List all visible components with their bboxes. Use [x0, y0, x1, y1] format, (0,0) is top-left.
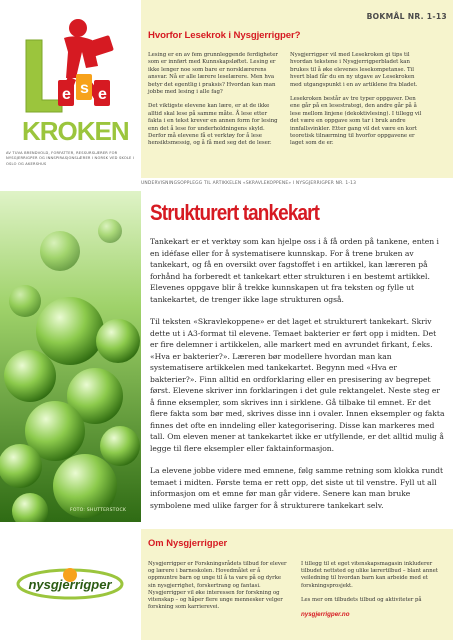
logo-letter-e2: e: [98, 86, 107, 103]
bacteria-image: [0, 191, 141, 522]
breadcrumb: UNDERVISNINGSOPPLEGG TIL ARTIKKELEN «SKRAVLEKOPPENE» I NYSGJERRIGPER NR. 1-13: [141, 181, 357, 186]
article-body: [150, 236, 446, 522]
about-paragraph: Nysgjerrigper er Forskningsrådets tilbud for elever og lærere i barneskolen. Hovedmålet er å oppmuntre barn og unge til å ta vare på og dyrke sin nysgjerrighet, forskertrang og fantasi. Nysgjerrigper vil øke interessen for forskning og vitenskap – og håper flere unge mennesker velger forskning som karrierevei.: [148, 561, 287, 611]
nysgjerrigper-link[interactable]: nysgjerrigper.no: [301, 611, 350, 619]
intro-paragraph: Lesekroken består av tre typer oppgaver. Den ene går på en lesestrategi, den andre går på å lese mellom linjene (dekoktivlesing). I tillegg vil det være en oppgave som tar i bruk andre innfallsvinkler. Etter gang vil det være en kort teoretisk tilnærming til hvorfor oppgavene er laget som de er.: [290, 96, 422, 147]
intro-paragraph: Lesing er en av fem grunnleggende ferdigheter som er innført med Kunnskapsløftet. Lesing er ikke lenger noe som bare er norsklærerens ansvar. Nå er alle lærere leselærere. Men hva betyr det egentlig i praksis? Hvordan kan man jobbe med lesing i alle fag?: [148, 52, 278, 96]
edition-label: BOKMÅL NR. 1-13: [366, 12, 447, 21]
article-paragraph: Tankekart er et verktøy som kan hjelpe oss i å få orden på tankene, enten i en idéfase eller for å systematisere kunnskap. For å trene bruken av tankekart, og få en oversikt over fagstoffet i en artikkel, kan læreren på forhånd ha forberedt et tankekart etter strukturen i en bestemt artikkel. Elevenes oppgave blir å trekke kunnskapen ut fra teksten og fylle ut tankekartet, de trenger ikke lage strukturen også.: [150, 237, 439, 304]
about-left-column: [148, 561, 288, 618]
intro-paragraph: Nysgjerrigper vil med Lesekroken gi tips til hvordan tekstene i Nysgjerrigperbladet kan brukes til å øke elevenes lesekompetanse. Til hvert blad får du en ny utgave av Lesekroken med utgangspunkt i en av artiklene fra bladet.: [290, 52, 418, 88]
lesekroken-logo-area: [0, 0, 141, 178]
nysgjerrigper-logo-text: nysgjerrigper: [28, 577, 112, 592]
intro-panel: [141, 0, 453, 178]
article-paragraph: Til teksten «Skravlekoppene» er det laget et strukturert tankekart. Skriv dette ut i A3-format til elevene. Temaet bakterier er ført opp i midten. Det er fire delemner i artikkelen, alle markert med en avrundet firkant, f.eks. «Hva er bakterier?». Læreren bør modellere hvordan man kan systematisere artikkelen med tankekartet. Begynn med «Hva er bakterier?». Finn alltid en ordforklaring eller en presisering av begrepet først. Elevene skriver inn forklaringen i det gule rektangelet. Neste steg er å finne eksempler, som skrives inn i sirklene. Gå tilbake til emnet. Er det flere fakta som bør med, skrives disse inn i ovaler. Innen eksempler og fakta finnes det ofte en inndeling eller kategorisering. Disse kan markeres med tall. Om eleven mener at tankekartet ikke er utfyllende, er det alltid mulig å legge til flere eksempler eller faktainformasjon.: [150, 317, 445, 453]
lesekroken-logo: [6, 8, 136, 148]
about-paragraph: I tillegg til et eget vitenskapsmagasin inkluderer tilbudet nettsted og ulike lærertilbud – blant annet veiledning til hvordan barn kan arbeide med et forskningsprosjekt.: [301, 561, 438, 589]
intro-title: Hvorfor Lesekrok i Nysgjerrigper?: [148, 30, 301, 41]
about-right-column: [301, 561, 441, 619]
photo-credit: FOTO: SHUTTERSTOCK: [70, 508, 127, 513]
header: [0, 0, 453, 178]
logo-letter-s: s: [80, 80, 89, 97]
nysgjerrigper-logo: [0, 529, 141, 640]
article-paragraph: La elevene jobbe videre med emnene, følg samme retning som klokka rundt temaet i midten. Første tema er rett opp, det siste ut til venstre. Fyll ut all informasjon om et emne før man går videre. Senere kan man bruke symbolene med ulike farger for å strukturere tankekart selv.: [150, 466, 444, 510]
about-panel: [141, 529, 453, 640]
logo-letter-e1: e: [62, 86, 71, 103]
intro-paragraph: Det viktigste elevene kan lære, er at de ikke alltid skal lese på samme måte. Å lese etter fakta i en tekst krever en annen form for lesing enn det å lese for underholdningens skyld. Derfor må elevene få et verktøy for å lese hensiktsmessig, og å få med seg det de leser.: [148, 103, 278, 147]
about-paragraph: Les mer om tilbudets tilbud og aktiviteter på: [301, 596, 422, 603]
nysgjerrigper-logo-area: [0, 529, 141, 640]
logo-kroken-text: KROKEN: [22, 116, 129, 146]
intro-right-column: [290, 52, 424, 155]
footer: [0, 529, 453, 640]
about-title: Om Nysgjerrigper: [148, 537, 228, 548]
article-title: Strukturert tankekart: [150, 200, 320, 225]
logo-credit: AV TUVA BRENDVOLD, FORFATTER, RESSURSLÆRER FOR NYSGJERRIGPER OG INNSPIRASJONSLÆRER I NORSK VED SKOLE I OSLO OG AKERSHUS: [6, 151, 135, 166]
bacteria-photo: [0, 191, 141, 522]
intro-left-column: [148, 52, 282, 155]
